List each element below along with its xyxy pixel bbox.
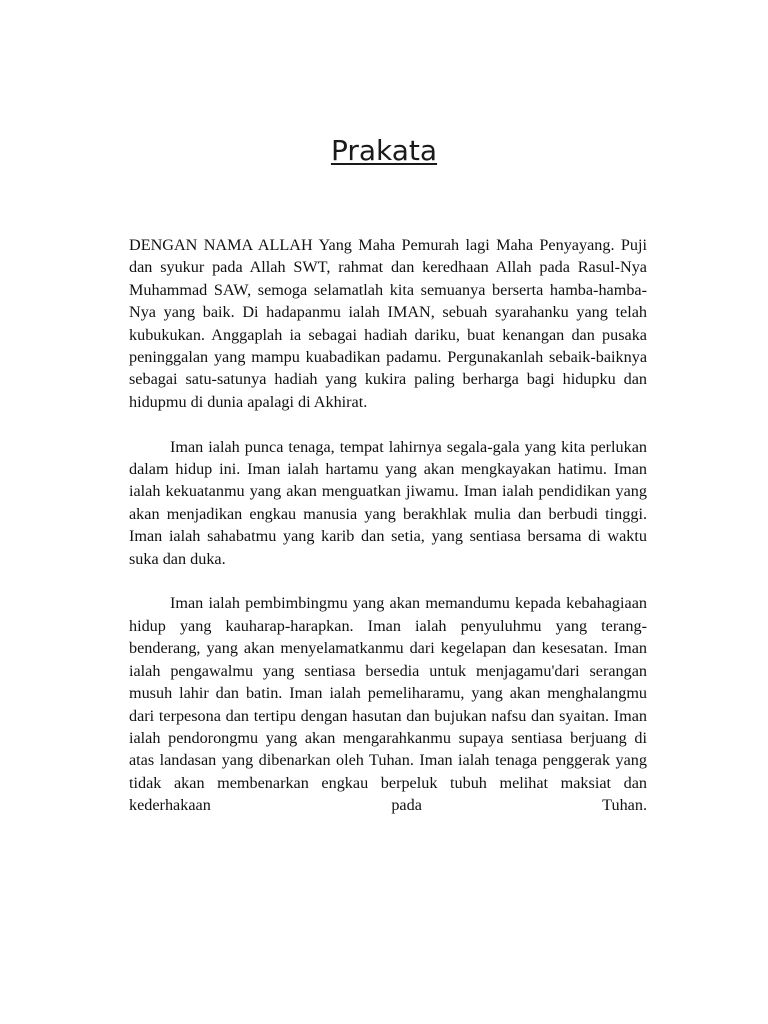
paragraph-2: Iman ialah punca tenaga, tempat lahirnya segala-gala yang kita perlukan dalam hidup ini. Iman ialah hartamu yang akan mengkayakan hatimu. Iman ialah kekuatanmu yang akan menguatkan jiwamu. Iman ialah pendidikan yang akan menjadikan engkau manusia yang berakhlak mulia dan berbudi tinggi. Iman ialah sahabatmu yang karib dan setia, yang sentiasa bersama di waktu suka dan duka.	[129, 437, 647, 568]
document-body	[129, 234, 647, 817]
paragraph-3: Iman ialah pembimbingmu yang akan memandumu kepada kebahagiaan hidup yang kauharap-harapkan. Iman ialah penyuluhmu yang terang-benderang, yang akan menyelamatkanmu dari kegelapan dan kesesatan. Iman ialah pengawalmu yang sentiasa bersedia untuk menjagamu'dari serangan musuh lahir dan batin. Iman ialah pemeliharamu, yang akan menghalangmu dari terpesona dan tertipu dengan hasutan dan bujukan nafsu dan syaitan. Iman ialah pendorongmu yang akan mengarahkanmu supaya sentiasa berjuang di atas landasan yang dibenarkan oleh Tuhan. Iman ialah tenaga penggerak yang tidak akan membenarkan engkau berpeluk tubuh melihat maksiat dan kederhakaan pada Tuhan.	[129, 594, 647, 815]
paragraph-1: DENGAN NAMA ALLAH Yang Maha Pemurah lagi Maha Penyayang. Puji dan syukur pada Allah SWT, rahmat dan keredhaan Allah pada Rasul-Nya Muhammad SAW, semoga selamatlah kita semuanya berserta hamba-hamba-Nya yang baik. Di hadapanmu ialah IMAN, sebuah syarahanku yang telah kubukukan. Anggaplah ia sebagai hadiah dariku, buat kenangan dan pusaka peninggalan yang mampu kuabadikan padamu. Pergunakanlah sebaik-baiknya sebagai satu-satunya hadiah yang kukira paling berharga bagi hidupku dan hidupmu di dunia apalagi di Akhirat.	[129, 236, 647, 411]
page-title: Prakata	[330, 134, 438, 167]
